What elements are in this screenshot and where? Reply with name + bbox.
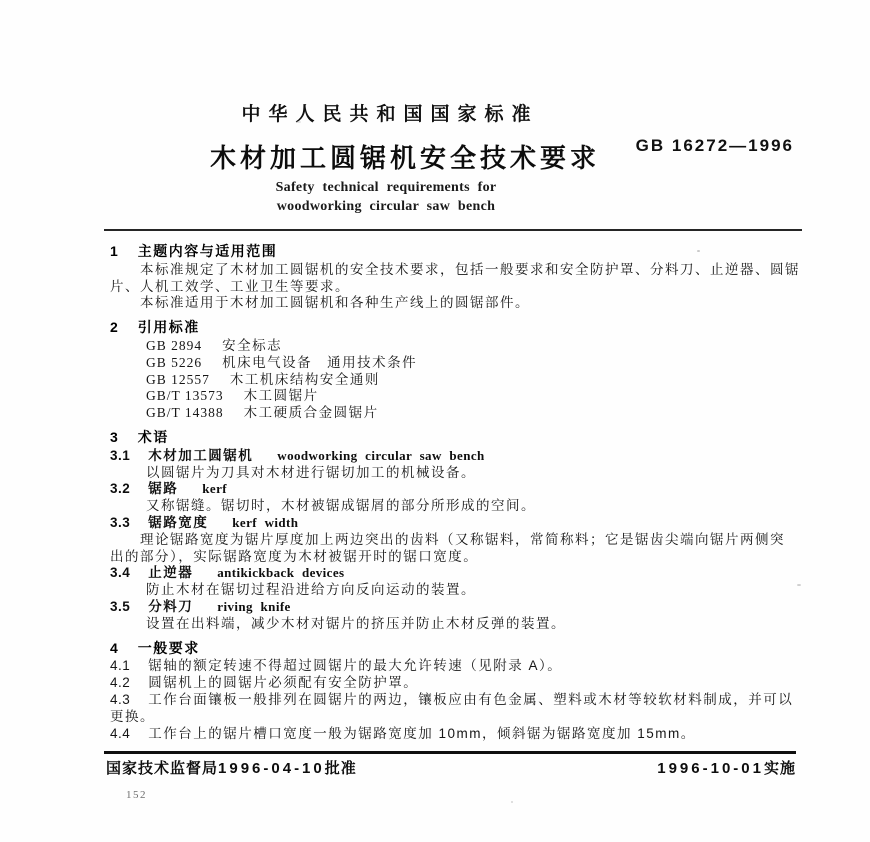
clause-text: 工作台上的锯片槽口宽度一般为锯路宽度加 10mm，倾斜锯为锯路宽度加 15mm。 [148, 725, 696, 741]
section-1 [110, 243, 804, 312]
clause-number: 4.3 [110, 691, 131, 707]
term-en: riving knife [217, 598, 291, 614]
document-body [110, 243, 804, 742]
content-line [110, 481, 804, 498]
document-title-en-line2: woodworking circular saw bench [276, 199, 496, 214]
term-en: kerf width [232, 514, 299, 530]
content-line [110, 448, 804, 465]
national-standard-label: 中华人民共和国国家标准 [241, 104, 539, 125]
heading-title: 术语 [137, 428, 169, 445]
term-number: 3.1 [110, 447, 131, 463]
heading-number: 2 [110, 319, 118, 336]
ref-code: GB/T 13573 [146, 388, 224, 404]
term-number: 3.5 [110, 598, 131, 614]
scan-speck [296, 121, 301, 123]
term-number: 3.4 [110, 565, 131, 581]
document-title-en [0, 178, 772, 216]
content-line [110, 405, 804, 422]
clause-text: 锯轴的额定转速不得超过圆锯片的最大允许转速（见附录 A）。 [148, 658, 563, 674]
ref-code: GB 12557 [146, 371, 210, 387]
term-cn: 止逆器 [148, 565, 194, 581]
scan-speck [511, 801, 513, 803]
ref-title: 木工硬质合金圆锯片 [243, 405, 379, 421]
header-divider-rule [104, 229, 802, 231]
content-line: 理论锯路宽度为锯片厚度加上两边突出的齿料（又称锯料，常简称料；它是锯齿尖端向锯片两侧突 [140, 531, 785, 547]
term-number: 3.3 [110, 514, 131, 530]
term-en: antikickback devices [217, 565, 345, 581]
term-en: kerf [202, 481, 227, 497]
footer-divider-rule [104, 751, 796, 754]
content-line [110, 372, 804, 389]
approval-agency: 国家技术监督局 [106, 760, 219, 777]
clause-number: 4.2 [110, 675, 131, 691]
approval-suffix: 批准 [324, 760, 357, 777]
approval-text [106, 757, 357, 778]
section-heading [110, 243, 804, 260]
ref-title: 安全标志 [222, 337, 283, 353]
content-line [110, 388, 804, 405]
implementation-suffix: 实施 [763, 760, 796, 777]
ref-title: 机床电气设备 通用技术条件 [222, 354, 418, 370]
heading-number: 3 [110, 428, 118, 445]
document-title-en-line1: Safety technical requirements for [275, 180, 497, 195]
document-title-cn: 木材加工圆锯机安全技术要求 [209, 143, 600, 173]
content-line [110, 565, 804, 582]
ref-code: GB 5226 [146, 354, 203, 370]
section-2 [110, 319, 804, 422]
heading-title: 一般要求 [137, 639, 200, 656]
implementation-text [657, 757, 796, 778]
heading-number: 1 [110, 243, 118, 259]
content-line [110, 658, 804, 675]
clause-text: 工作台面镶板一般排列在圆锯片的两边，镶板应由有色金属、塑料或木材等较软材料制成，并可以 [148, 691, 794, 707]
term-cn: 锯路宽度 [148, 514, 209, 530]
content-line: 片、人机工效学、工业卫生等要求。 [110, 278, 350, 294]
content-line [110, 599, 804, 616]
heading-title: 主题内容与适用范围 [137, 243, 278, 259]
heading-number: 4 [110, 639, 118, 656]
content-line: 又称锯缝。锯切时，木材被锯成锯屑的部分所形成的空间。 [146, 498, 536, 514]
term-cn: 锯路 [148, 481, 179, 497]
standard-code: GB 16272—1996 [635, 136, 794, 155]
section-heading [110, 319, 804, 336]
content-line: 更换。 [110, 708, 155, 724]
content-line: 出的部分），实际锯路宽度为木材被锯开时的锯口宽度。 [110, 548, 479, 564]
content-line: 以圆锯片为刀具对木材进行锯切加工的机械设备。 [146, 464, 476, 480]
approval-date: 1996-04-10 [218, 760, 325, 777]
scan-speck [697, 250, 700, 252]
heading-title: 引用标准 [137, 319, 200, 336]
content-line [110, 675, 804, 692]
content-line: 本标准适用于木材加工圆锯机和各种生产线上的圆锯部件。 [140, 295, 530, 311]
ref-title: 木工圆锯片 [243, 388, 319, 404]
section-heading [110, 640, 804, 657]
content-line: 本标准规定了木材加工圆锯机的安全技术要求，包括一般要求和安全防护罩、分料刀、止逆器、圆锯 [140, 261, 800, 277]
ref-title: 木工机床结构安全通则 [229, 371, 380, 387]
content-line [110, 726, 804, 743]
clause-number: 4.4 [110, 725, 131, 741]
content-line: 设置在出料端，减少木材对锯片的挤压并防止木材反弹的装置。 [146, 615, 566, 631]
page-number: 152 [126, 789, 147, 801]
section-4 [110, 640, 804, 743]
scan-speck [797, 584, 801, 586]
term-cn: 分料刀 [148, 598, 194, 614]
implementation-date: 1996-10-01 [657, 760, 764, 777]
content-line [110, 515, 804, 532]
term-en: woodworking circular saw bench [277, 447, 485, 463]
section-heading [110, 429, 804, 446]
term-cn: 木材加工圆锯机 [148, 447, 254, 463]
section-3 [110, 429, 804, 633]
content-line: 防止木材在锯切过程沿进给方向反向运动的装置。 [146, 582, 476, 598]
content-line [110, 692, 804, 709]
ref-code: GB/T 14388 [146, 405, 224, 421]
clause-number: 4.1 [110, 658, 131, 674]
ref-code: GB 2894 [146, 337, 203, 353]
content-line [110, 338, 804, 355]
clause-text: 圆锯机上的圆锯片必须配有安全防护罩。 [148, 675, 419, 691]
term-number: 3.2 [110, 481, 131, 497]
content-line [110, 355, 804, 372]
